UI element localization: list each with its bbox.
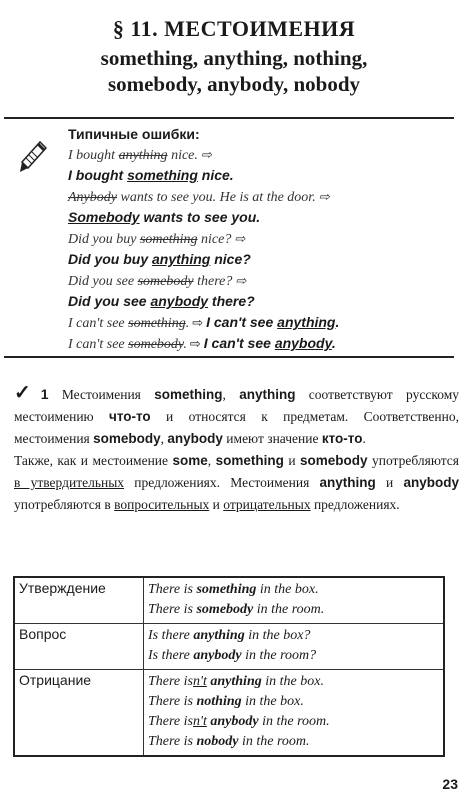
underlined-word: something [127,167,198,183]
exercise-number: 1 [40,386,49,402]
text-run: употребляются в [14,497,115,512]
correct-text: Did you buy [68,251,152,267]
error-text: nice? [197,232,232,247]
text-run: in the room. [258,714,330,729]
divider-bottom [4,356,454,358]
keyword: somebody [300,453,368,468]
arrow-right-icon: ⇨ [234,231,246,246]
error-text: Did you see [68,274,138,289]
pronoun: nothing [196,694,242,709]
error-line-correct [68,207,454,228]
error-text: . [185,316,190,331]
text-run: There is [148,694,197,709]
section-subtitle-line-2: somebody, anybody, nobody [107,72,361,96]
struck-word: something [128,316,186,331]
text-run: There is [148,582,197,597]
error-line-correct [68,165,454,186]
error-text: I can't see [68,316,129,331]
typical-errors [68,124,454,354]
error-text: wants to see you. He is at the door. [116,190,316,205]
underlined-phrase: в утвердительных [14,475,125,490]
text-run: There is [148,734,197,749]
keyword: some [172,453,208,468]
table-row [14,624,444,670]
error-line-correct [68,291,454,312]
errors-heading: Типичные ошибки: [68,126,200,142]
pronoun: something [196,582,257,597]
text-run: Is there [148,648,194,663]
text-run: in the room. [238,734,310,749]
examples-cell [144,577,445,624]
error-line-wrong [68,144,454,165]
keyword: something [154,387,223,402]
pronoun-usage-table [13,576,445,757]
text-run: предложениях. [310,497,400,512]
correct-text: I can't see [206,314,278,330]
error-line-wrong [68,186,454,207]
section-subtitle-line-1: something, anything, nothing, [100,46,368,70]
example-sentence [148,626,439,646]
text-run: There is [148,714,193,729]
text-run: употребляются [367,453,459,468]
error-line-pair [68,333,454,354]
pronoun: anything [193,628,245,643]
keyword: кто-то [321,431,363,446]
text-run: предложениях. Местоимения [124,475,320,490]
error-text: . [183,337,187,352]
underlined-phrase: вопросительных [114,497,210,512]
divider-top [4,117,454,119]
examples-cell [144,670,445,757]
error-text: Did you buy [68,232,140,247]
underlined-word: anybody [274,335,332,351]
example-sentence [148,692,439,712]
correct-text: wants to see you. [139,209,261,225]
text-run: и [283,453,301,468]
row-label: Вопрос [14,624,144,670]
error-text: I can't see [68,337,129,352]
error-line-pair [68,312,454,333]
keyword: anything [239,387,296,402]
text-run: и [209,497,224,512]
table-row [14,670,444,757]
checkmark-icon: ✓ [14,382,41,404]
keyword: anything [319,475,376,490]
text-run: in the box? [244,628,311,643]
underlined-word: anybody [150,293,209,309]
pronoun: nobody [196,734,239,749]
page-number: 23 [442,776,458,792]
text-run: , [160,431,168,446]
text-run: in the box. [256,582,319,597]
struck-word: anything [118,148,168,163]
row-label: Отрицание [14,670,144,757]
correct-text: . [331,335,336,351]
text-run: . [362,431,366,446]
struck-word: somebody [137,274,194,289]
error-line-correct [68,249,454,270]
keyword: something [215,453,284,468]
text-run: и относятся к предметам. Соответственно, местоимения [14,409,459,446]
arrow-right-icon: ⇨ [192,315,204,330]
row-label: Утверждение [14,577,144,624]
correct-text: nice. [197,167,234,183]
example-sentence [148,732,439,752]
text-run: There is [148,674,193,689]
keyword: что-то [108,409,151,424]
text-run: соответствуют русскому местоимению [14,387,459,424]
arrow-right-icon: ⇨ [200,147,212,162]
arrow-right-icon: ⇨ [189,336,201,351]
underlined-word: anything [277,314,336,330]
text-run: in the box. [261,674,324,689]
keyword: anybody [403,475,459,490]
correct-text: . [335,314,340,330]
struck-word: something [139,232,198,247]
section-title: § 11. МЕСТОИМЕНИЯ [112,16,356,41]
underlined-word: anything [152,251,211,267]
text-run: There is [148,602,197,617]
example-sentence [148,712,439,732]
struck-word: Anybody [68,190,117,205]
pronoun: somebody [196,602,254,617]
example-sentence [148,580,439,600]
underlined-phrase: отрицательных [223,497,311,512]
table-row [14,577,444,624]
error-text: I bought [68,148,119,163]
underlined-word: Somebody [68,209,140,225]
text-run: in the room. [253,602,325,617]
error-line-wrong [68,270,454,291]
pencil-icon [18,140,48,174]
arrow-right-icon: ⇨ [318,189,330,204]
text-run: Местоимения [48,387,155,402]
correct-text: Did you see [68,293,151,309]
text-run: in the room? [241,648,317,663]
struck-word: somebody [128,337,184,352]
pronoun: anybody [193,648,242,663]
text-run: Также, как и местоимение [14,453,173,468]
arrow-right-icon: ⇨ [235,273,247,288]
pronoun: anybody [210,714,259,729]
error-text: there? [193,274,233,289]
keyword: somebody [93,431,161,446]
text-run: , [222,387,240,402]
text-run: Is there [148,628,194,643]
error-text: nice. [167,148,198,163]
correct-text: nice? [210,251,251,267]
exercise-paragraph-2 [14,450,459,516]
text-run: имеют значение [222,431,322,446]
example-sentence [148,646,439,666]
correct-text: I can't see [203,335,275,351]
negation-suffix: n't [192,674,207,689]
exercise-paragraph-1 [14,382,459,450]
keyword: anybody [167,431,223,446]
text-run: и [375,475,404,490]
pronoun: anything [210,674,262,689]
exercise-text [14,382,459,516]
example-sentence [148,672,439,692]
text-run: , [207,453,216,468]
examples-cell [144,624,445,670]
text-run: in the box. [241,694,304,709]
correct-text: there? [208,293,255,309]
negation-suffix: n't [192,714,207,729]
example-sentence [148,600,439,620]
error-line-wrong [68,228,454,249]
correct-text: I bought [68,167,128,183]
